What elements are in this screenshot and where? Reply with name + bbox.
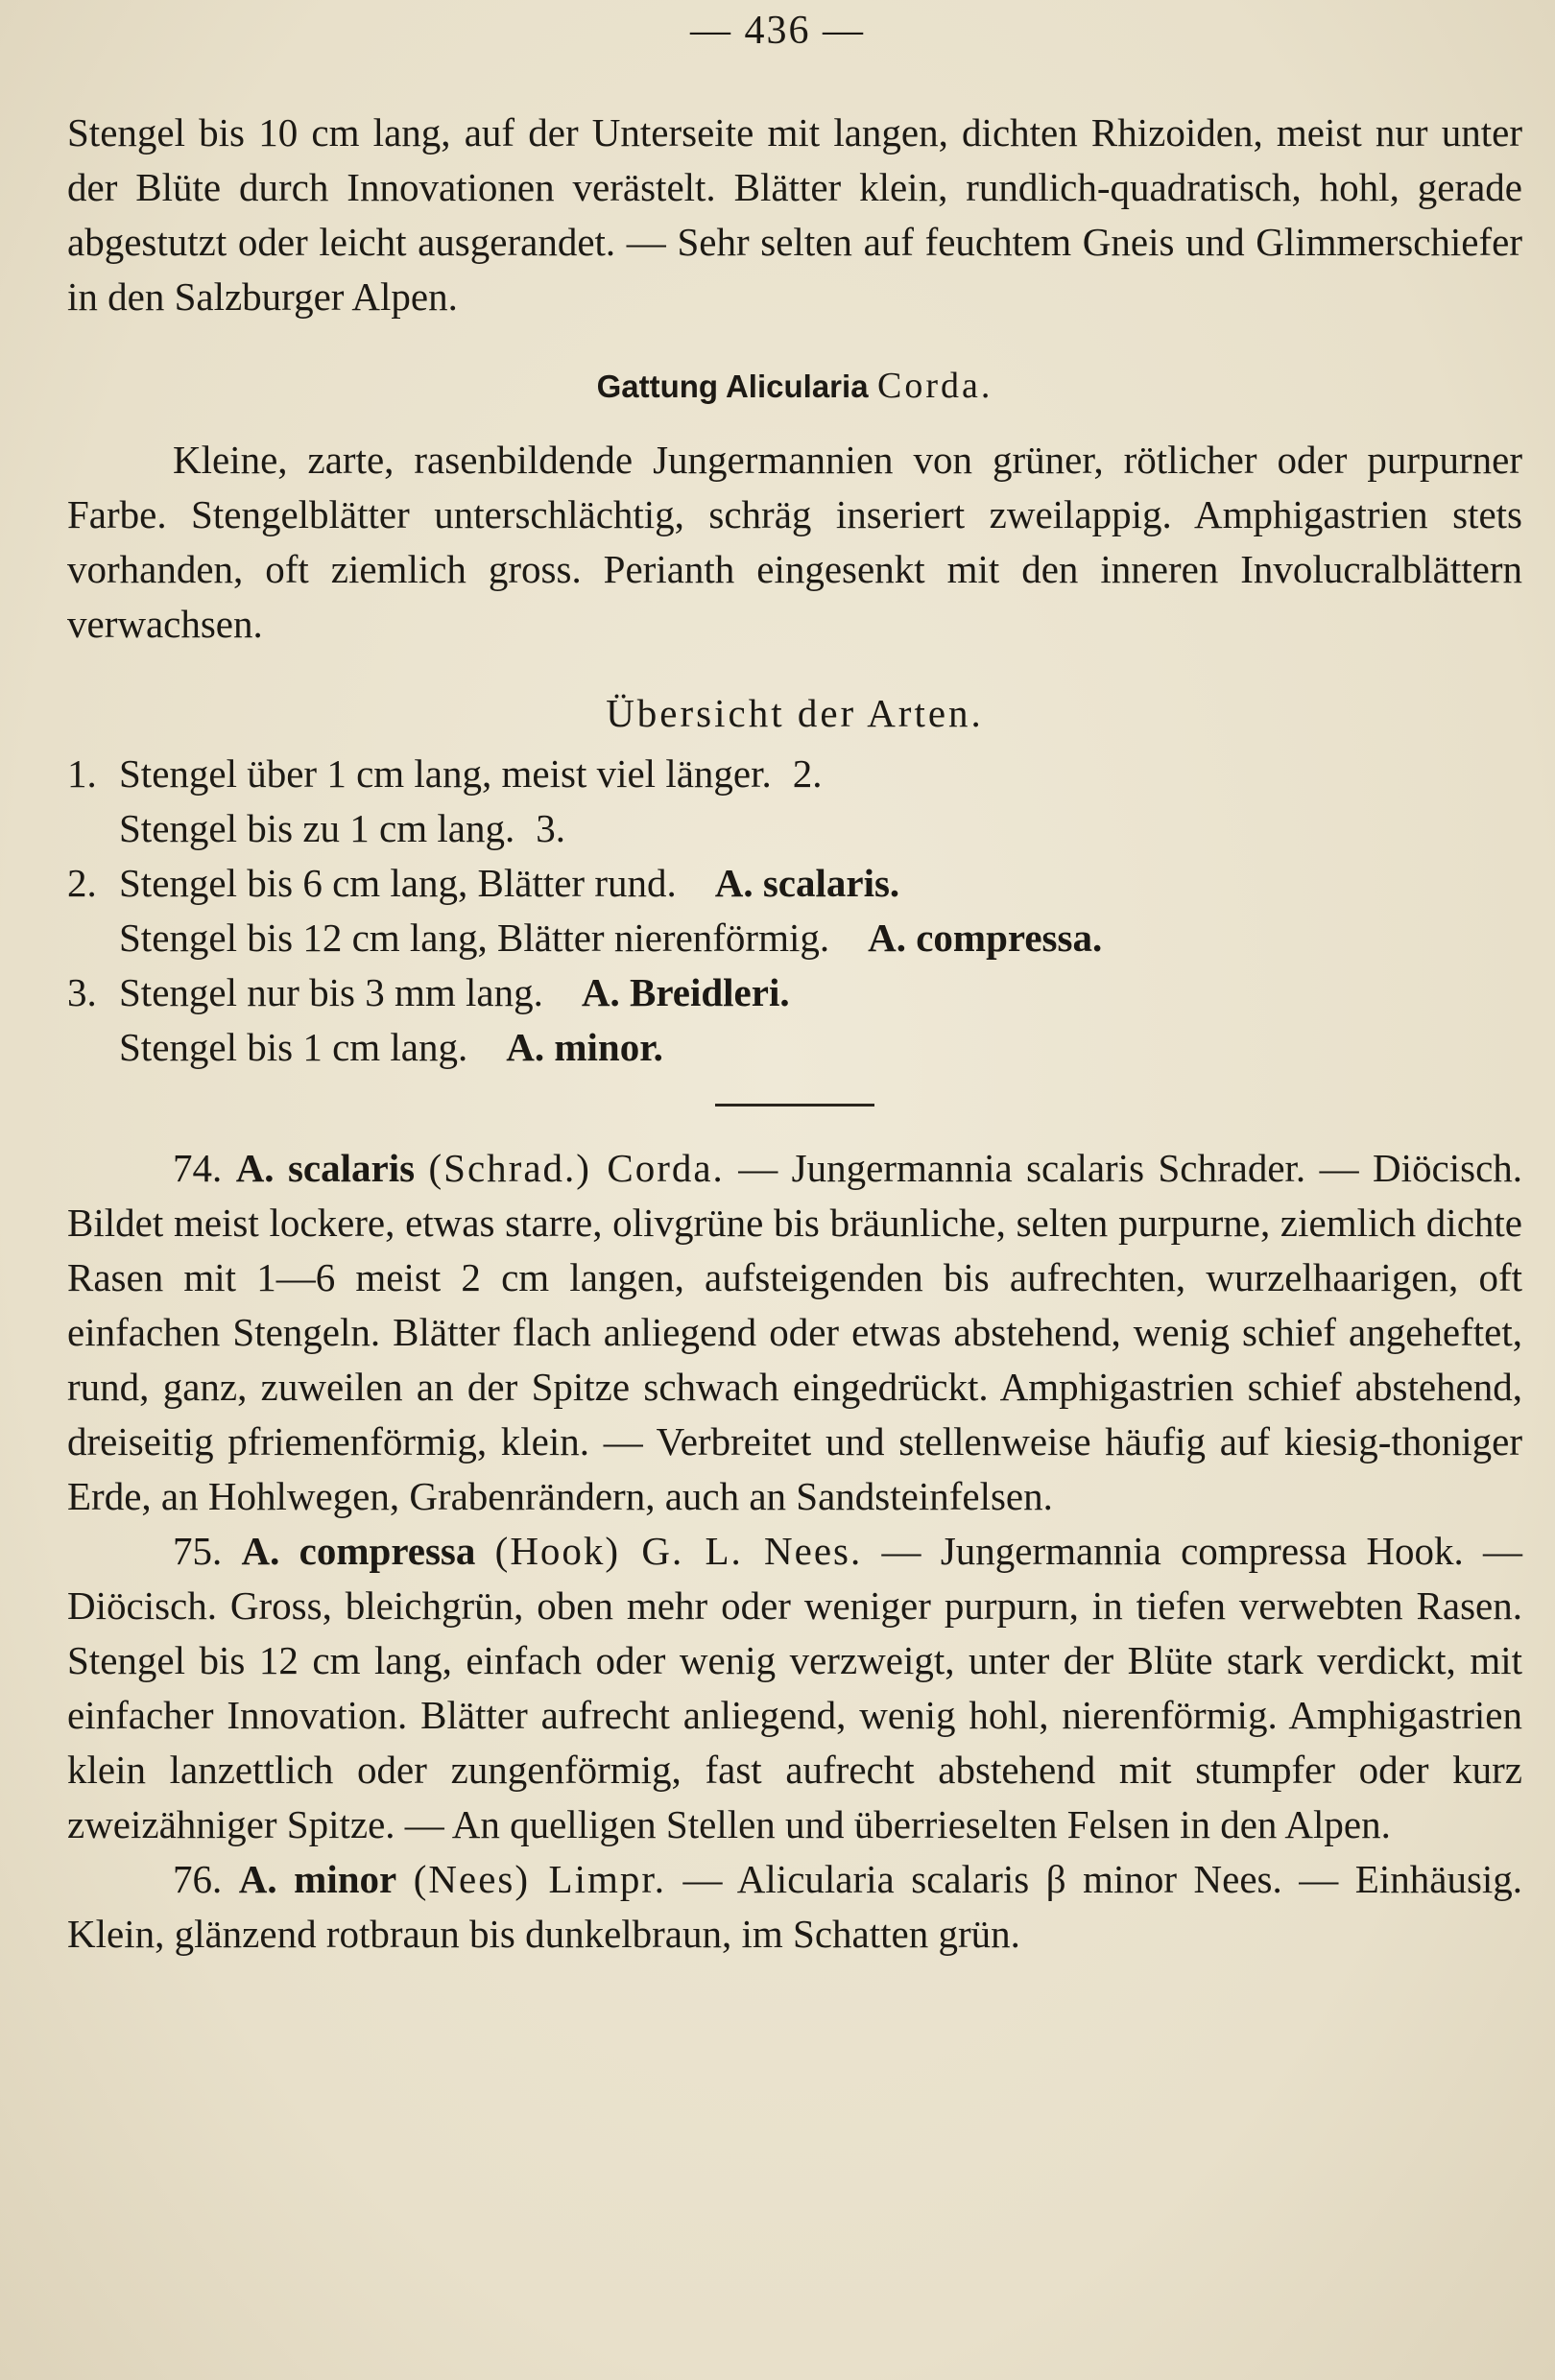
- entry-author: (Nees) Limpr.: [413, 1857, 667, 1901]
- key-line: [119, 1020, 663, 1075]
- key-result: 3.: [536, 806, 565, 850]
- key-heading: Übersicht der Arten.: [606, 691, 984, 735]
- key-text: Stengel bis 1 cm lang.: [119, 1025, 468, 1069]
- entry-number: 74.: [173, 1146, 223, 1190]
- key-line: [119, 911, 1102, 965]
- entry-name: A. scalaris: [235, 1146, 416, 1190]
- genus-description: Kleine, zarte, rasenbildende Jungermannien von grüner, rötlicher oder purpurner Farbe. Stengelblätter unterschlächtig, schräg inseriert zweilappig. Amphigastrien stets vorhanden, oft ziemlich gross. Perianth eingesenkt mit den inneren Involucralblättern verwachsen.: [67, 438, 1522, 646]
- entry-text: — Alicularia scalaris β minor Nees. — Einhäusig. Klein, glänzend rotbraun bis dunkelbraun, im Schatten grün.: [67, 1857, 1523, 1956]
- key-text: Stengel bis 6 cm lang, Blätter rund.: [119, 861, 677, 905]
- key-number: 1.: [67, 751, 97, 796]
- key-row: [67, 965, 1522, 1020]
- key-line: [119, 856, 899, 911]
- page-content: [67, 106, 1522, 1962]
- key-text: Stengel bis zu 1 cm lang.: [119, 806, 515, 850]
- entry-name: A. compressa: [241, 1529, 476, 1573]
- species-entry-75: [67, 1524, 1522, 1852]
- key-line: [119, 801, 565, 856]
- key-result: A. Breidleri.: [581, 970, 790, 1014]
- key-line: [119, 965, 790, 1020]
- entry-text: — Jungermannia scalaris Schrader. — Diöcisch. Bildet meist lockere, etwas starre, olivgrüne bis bräunliche, selten purpurne, ziemlich dichte Rasen mit 1—6 meist 2 cm langen, aufsteigenden bis aufrechten, wurzelhaarigen, oft einfachen Stengeln. Blätter flach anliegend oder etwas abstehend, wenig schief angeheftet, rund, ganz, zuweilen an der Spitze schwach eingedrückt. Amphigastrien schief abstehend, dreiseitig pfriemenförmig, klein. — Verbreitet und stellenweise häufig auf kiesig-thoniger Erde, an Hohlwegen, Grabenrändern, auch an Sandsteinfelsen.: [67, 1146, 1523, 1518]
- intro-paragraph: Stengel bis 10 cm lang, auf der Unterseite mit langen, dichten Rhizoiden, meist nur unter der Blüte durch Innovationen verästelt. Blätter klein, rundlich-quadratisch, hohl, gerade abgestutzt oder leicht ausgerandet. — Sehr selten auf feuchtem Gneis und Glimmerschiefer in den Salzburger Alpen.: [67, 110, 1522, 319]
- key-text: Stengel nur bis 3 mm lang.: [119, 970, 543, 1014]
- section-divider: [715, 1104, 874, 1107]
- entry-author: (Schrad.) Corda.: [428, 1146, 725, 1190]
- key-number: 3.: [67, 970, 97, 1014]
- species-entry-76: [67, 1852, 1522, 1962]
- genus-heading-label: Gattung Alicularia: [596, 369, 869, 404]
- entry-author: (Hook) G. L. Nees.: [494, 1529, 863, 1573]
- key-row: [67, 747, 1522, 801]
- genus-heading: [67, 359, 1522, 414]
- entry-number: 76.: [173, 1857, 223, 1901]
- key-result: 2.: [792, 751, 823, 796]
- page-number: — 436 —: [690, 9, 865, 53]
- key-row: [67, 801, 1522, 856]
- key-row: [67, 1020, 1522, 1075]
- key-row: [67, 911, 1522, 965]
- species-entry-74: [67, 1141, 1522, 1524]
- entry-number: 75.: [173, 1529, 223, 1573]
- key-text: Stengel über 1 cm lang, meist viel länger.: [119, 751, 772, 796]
- genus-heading-author: Corda.: [877, 366, 993, 406]
- key-result: A. compressa.: [868, 916, 1103, 960]
- key-text: Stengel bis 12 cm lang, Blätter nierenförmig.: [119, 916, 830, 960]
- key-result: A. scalaris.: [714, 861, 900, 905]
- species-key: [67, 747, 1522, 1075]
- key-line: [119, 747, 823, 801]
- entry-text: — Jungermannia compressa Hook. — Diöcisch. Gross, bleichgrün, oben mehr oder weniger purpurn, in tiefen verwebten Rasen. Stengel bis 12 cm lang, einfach oder wenig verzweigt, unter der Blüte stark verdickt, mit einfacher Innovation. Blätter aufrecht anliegend, wenig hohl, nierenförmig. Amphigastrien klein lanzettlich oder zungenförmig, fast aufrecht abstehend mit stumpfer oder kurz zweizähniger Spitze. — An quelligen Stellen und überrieselten Felsen in den Alpen.: [67, 1529, 1523, 1846]
- key-number: 2.: [67, 861, 97, 905]
- entry-name: A. minor: [238, 1857, 397, 1901]
- key-row: [67, 856, 1522, 911]
- key-result: A. minor.: [506, 1025, 663, 1069]
